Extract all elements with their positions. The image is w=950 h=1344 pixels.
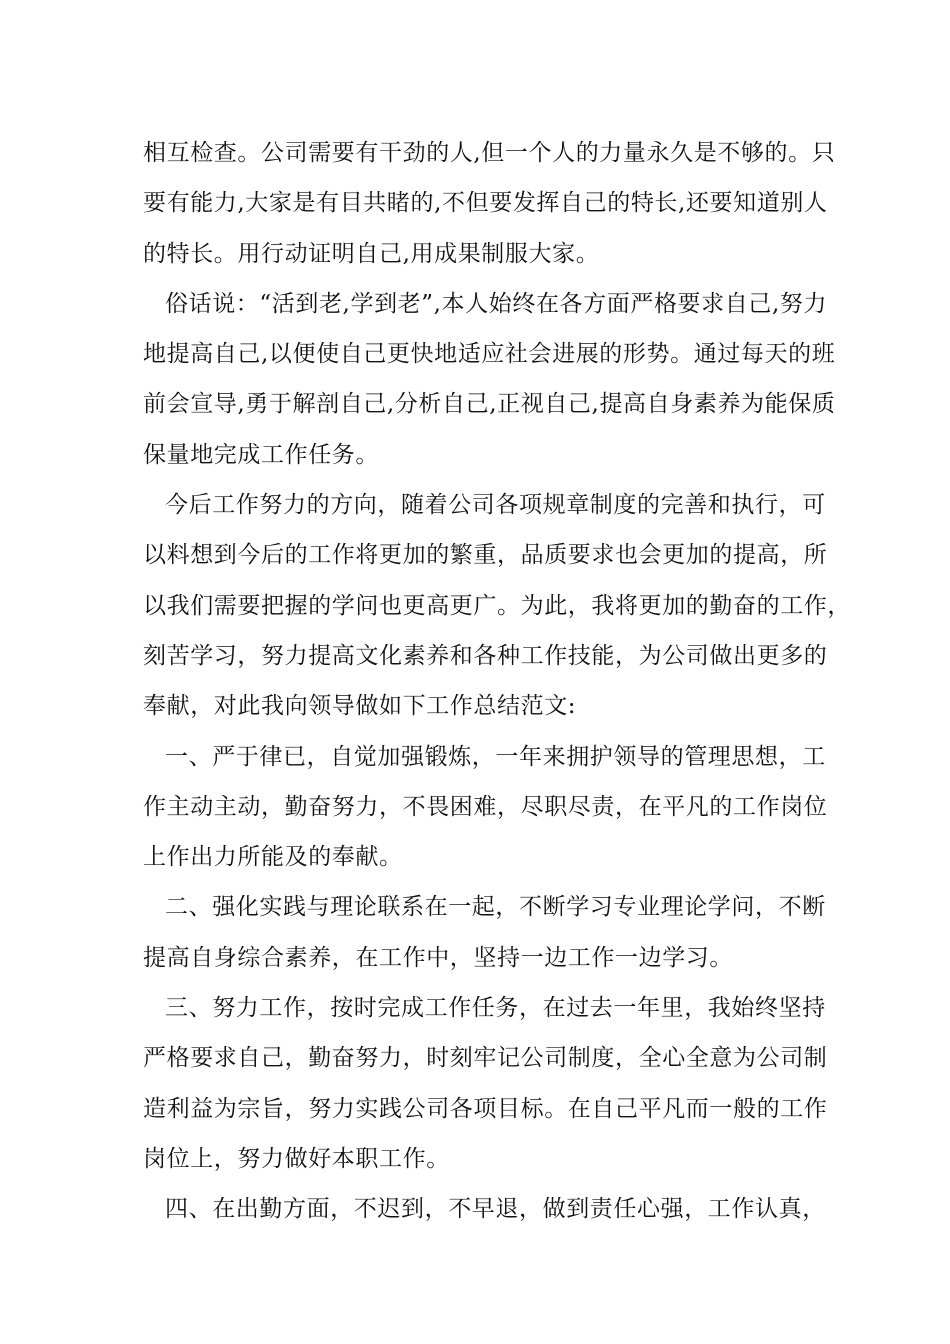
paragraph <box>143 1184 826 1234</box>
text-line: 相互检查。公司需要有干劲的人,但一个人的力量永久是不够的。只 <box>143 140 836 166</box>
text-line: 以我们需要把握的学问也更高更广。为此，我将更加的勤奋的工作， <box>143 592 851 619</box>
text-line: 以料想到今后的工作将更加的繁重，品质要求也会更加的提高，所 <box>143 542 828 569</box>
text-line: 前会宣导,勇于解剖自己,分析自己,正视自己,提高自身素养为能保质 <box>143 391 836 418</box>
paragraph <box>143 732 828 883</box>
text-line: 提高自身综合素养，在工作中，坚持一边工作一边学习。 <box>143 944 733 971</box>
paragraph <box>143 480 851 731</box>
text-line: 造利益为宗旨，努力实践公司各项目标。在自己平凡而一般的工作 <box>143 1095 828 1122</box>
text-line: 上作出力所能及的奉献。 <box>143 844 403 871</box>
text-line: 刻苦学习，努力提高文化素养和各种工作技能，为公司做出更多的 <box>143 642 828 669</box>
text-line: 俗话说：“活到老,学到老”,本人始终在各方面严格要求自己,努力 <box>165 290 828 317</box>
text-line: 的特长。用行动证明自己,用成果制服大家。 <box>143 240 600 267</box>
text-line: 作主动主动，勤奋努力，不畏困难，尽职尽责，在平凡的工作岗位 <box>143 793 828 820</box>
text-line: 一、严于律已，自觉加强锻炼，一年来拥护领导的管理思想，工 <box>165 743 826 770</box>
text-line: 保量地完成工作任务。 <box>143 441 379 468</box>
text-line: 要有能力,大家是有目共睹的,不但要发挥自己的特长,还要知道别人 <box>143 190 828 217</box>
text-line: 严格要求自己，勤奋努力，时刻牢记公司制度，全心全意为公司制 <box>143 1045 828 1072</box>
text-line: 二、强化实践与理论联系在一起，不断学习专业理论学问，不断 <box>165 894 826 921</box>
text-line: 三、努力工作，按时完成工作任务，在过去一年里，我始终坚持 <box>165 995 826 1022</box>
document-body <box>143 128 851 1235</box>
paragraph <box>143 882 826 983</box>
text-line: 四、在出勤方面，不迟到，不早退，做到责任心强，工作认真， <box>165 1196 826 1223</box>
paragraph <box>143 128 836 279</box>
paragraph <box>143 279 836 480</box>
text-line: 今后工作努力的方向，随着公司各项规章制度的完善和执行，可 <box>165 492 826 519</box>
text-line: 岗位上，努力做好本职工作。 <box>143 1145 450 1172</box>
paragraph <box>143 983 828 1184</box>
text-line: 奉献，对此我向领导做如下工作总结范文: <box>143 693 577 720</box>
text-line: 地提高自己,以便使自己更快地适应社会进展的形势。通过每天的班 <box>143 341 836 368</box>
